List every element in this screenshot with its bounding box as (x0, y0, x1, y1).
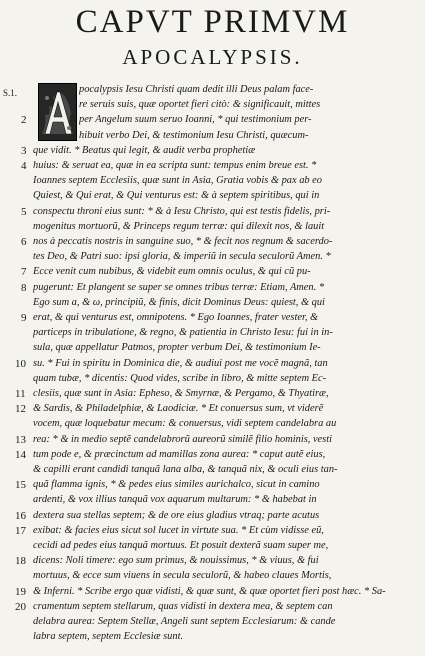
verse-number: 2 (21, 114, 27, 127)
book-title: APOCALYPSIS. (122, 45, 303, 69)
text-line: tes Deo, & Patri suo: ipsi gloria, & imperiũ in secula seculorũ Amen. * (33, 251, 331, 263)
verse-number: 6 (21, 236, 27, 248)
text-line: cecidi ad pedes eius tanquã mortuus. Et posuit dexterã suam super me, (33, 540, 329, 551)
verse-number: 13 (15, 433, 26, 446)
text-line: Ioannes septem Ecclesiis, quæ sunt in Asia, Gratia vobis & pax ab eo (33, 175, 322, 187)
text-line: vocem, quæ loquebatur mecum: & conuersus, vidi septem candelabra au (33, 418, 337, 430)
section-marker: S.1. (3, 88, 18, 98)
text-line: su. * Fui in spiritu in Dominica die, & audiui post me vocẽ magnã, tan (33, 357, 328, 369)
text-line: ardenti, & vox illius tanquã vox aquarum multarum: * & habebat in (33, 494, 317, 506)
text-line: sula, quæ appellatur Patmos, propter verbum Dei, & testimonium Ie- (33, 342, 321, 354)
text-line: pocalypsis Iesu Christi quam dedit illi Deus palam face- (79, 84, 314, 95)
text-line: particeps in tribulatione, & regno, & patientia in Christo Iesu: fui in in- (33, 327, 333, 339)
verse-number: 18 (15, 555, 26, 568)
text-line: hibuit verbo Dei, & testimonium Iesu Christi, quæcum- (79, 129, 309, 141)
text-line: cramentum septem stellarum, quas vidisti in dextera mea, & septem can (33, 600, 333, 612)
text-line: & capilli erant candidi tanquã lana alba, & tanquã nix, & oculi eius tan- (33, 464, 338, 475)
text-line: rea: * & in medio septẽ candelabrorũ aureorũ similẽ filio hominis, vesti (33, 433, 332, 445)
verse-number: 7 (21, 266, 27, 279)
text-line: exibat: & facies eius sicut sol lucet in virtute sua. * Et cùm vidisse eũ, (33, 524, 324, 536)
text-line: quã flamma ignis, * & pedes eius similes aurichalco, sicut in camino (33, 479, 320, 491)
drop-cap-a-icon (39, 84, 76, 140)
text-line: mogenitus mortuorũ, & Princeps regum terræ: qui dilexit nos, & lauit (33, 220, 325, 232)
verse-number: 5 (21, 205, 27, 218)
text-line: pugerunt: Et plangent se super se omnes tribus terræ: Etiam, Amen. * (33, 281, 325, 293)
text-line: tum pode e, & præcinctum ad mamillas zona aurea: * caput autẽ eius, (33, 448, 326, 460)
verse-number: 9 (21, 312, 27, 324)
text-line: Quiest, & Qui erat, & Qui venturus est: & à septem spiritibus, qui in (33, 190, 320, 202)
verse-number: 16 (15, 509, 26, 522)
text-line: nos à peccatis nostris in sanguine suo, * & fecit nos regnum & sacerdo- (33, 236, 333, 247)
text-line: & Inferni. * Scribe ergo quæ vidisti, & quæ sunt, & quæ oportet fieri post hæc. * Sa- (33, 585, 386, 597)
text-line: erat, & qui venturus est, omnipotens. * Ego Ioannes, frater vester, & (33, 312, 319, 323)
verse-number: 4 (21, 160, 27, 172)
ornamental-initial-icon (38, 83, 77, 141)
text-line: per Angelum suum seruo Ioanni, * qui testimonium per- (79, 114, 312, 126)
verse-number: 19 (15, 585, 26, 598)
text-line: que vidit. * Beatus qui legit, & audit verba prophetiæ (33, 144, 256, 156)
verse-number: 12 (15, 403, 26, 416)
verse-number: 17 (15, 524, 26, 537)
text-line: Ego sum a, & ω, principiũ, & finis, dicit Dominus Deus: quiest, & qui (33, 296, 325, 308)
text-line: & Sardis, & Philadelphiæ, & Laodiciæ. * Et conuersus sum, vt viderẽ (33, 403, 324, 415)
verse-number: 8 (21, 281, 27, 294)
text-line: Ecce venit cum nubibus, & videbit eum omnis oculus, & qui cũ pu- (33, 266, 311, 278)
verse-number: 10 (15, 357, 26, 370)
text-line: mortuus, & ecce sum viuens in secula seculorũ, & habeo claues Mortis, (33, 570, 332, 582)
verse-number: 11 (15, 388, 26, 400)
text-line: dextera sua stellas septem; & de ore eius gladius vtraq; parte acutus (33, 509, 320, 521)
text-line: labra septem, septem Ecclesiæ sunt. (33, 631, 184, 643)
text-line: huius: & seruat ea, quæ in ea scripta sunt: tempus enim breue est. * (33, 160, 317, 171)
text-line: clesiis, quæ sunt in Asia: Epheso, & Smyrnæ, & Pergamo, & Thyatiræ, (33, 388, 329, 399)
text-line: dicens: Noli timere: ego sum primus, & nouissimus, * & viuus, & fui (33, 555, 319, 567)
text-line: conspectu throni eius sunt: * & à Iesu Christo, qui est testis fidelis, pri- (33, 205, 331, 217)
verse-number: 14 (15, 448, 26, 461)
text-line: re seruis suis, quæ oportet fieri citò: & significauit, mittes (79, 99, 321, 111)
verse-number: 20 (15, 600, 26, 613)
chapter-title: CAPVT PRIMVM (75, 4, 350, 40)
verse-number: 3 (21, 144, 27, 157)
text-line: delabra aurea: Septem Stellæ, Angeli sunt septem Ecclesiarum: & cande (33, 616, 336, 627)
text-line: quam tubæ, * dicentis: Quod vides, scribe in libro, & mitte septem Ec- (33, 372, 327, 384)
verse-number: 15 (15, 479, 26, 492)
